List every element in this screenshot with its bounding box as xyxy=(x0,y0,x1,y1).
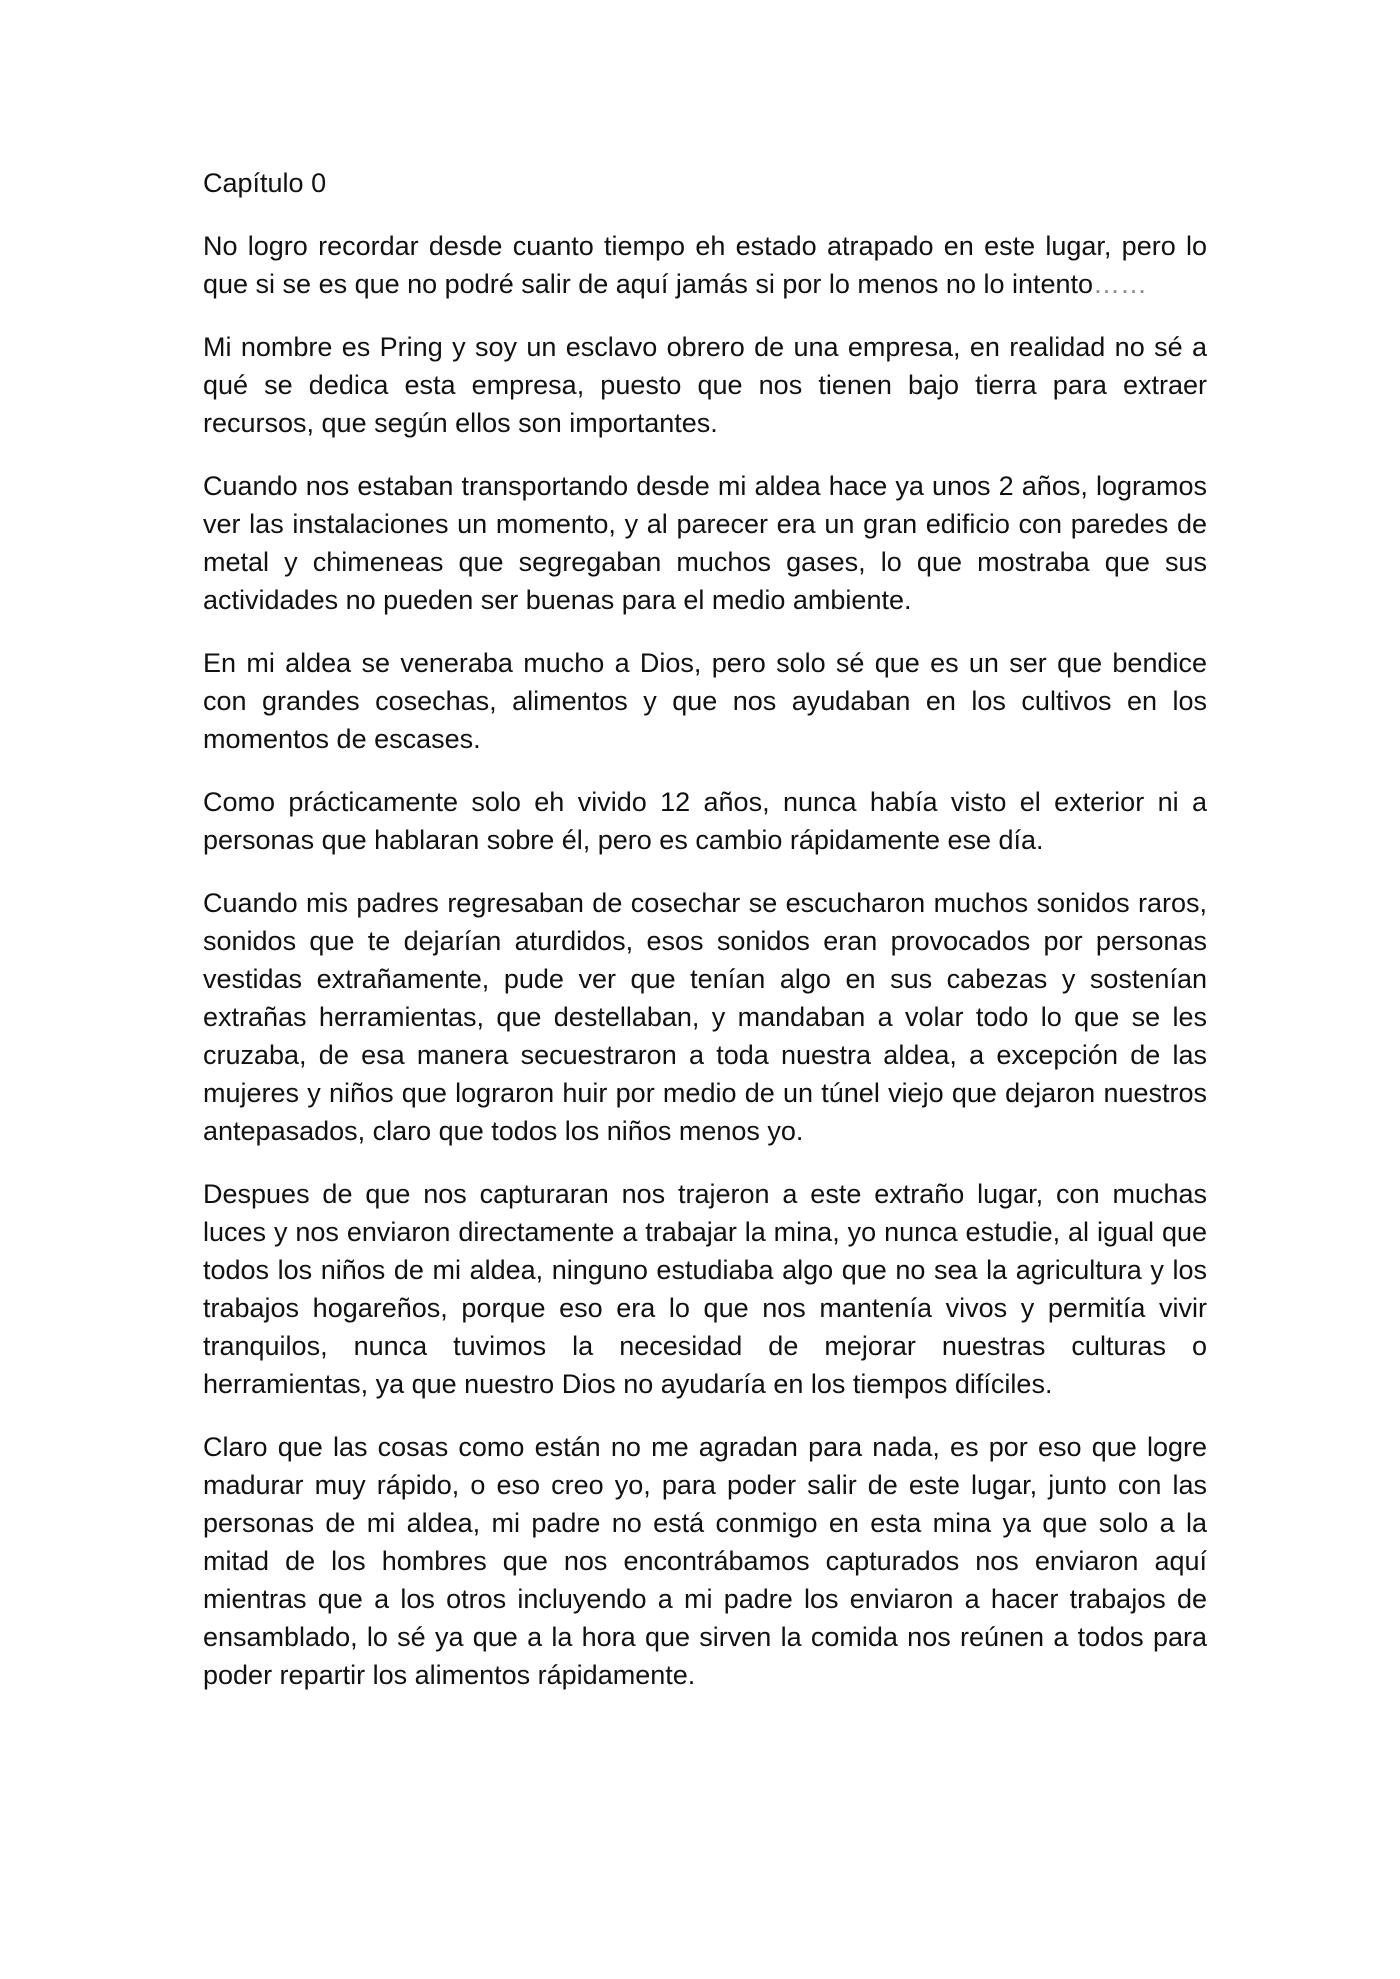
paragraph-6: Cuando mis padres regresaban de cosechar se escucharon muchos sonidos raros, sonidos que te dejarían aturdidos, esos sonidos eran provocados por personas vestidas extrañamente, pude ver que tenían algo en sus cabezas y sostenían extrañas herramientas, que destellaban, y mandaban a volar todo lo que se les cruzaba, de esa manera secuestraron a toda nuestra aldea, a excepción de las mujeres y niños que lograron huir por medio de un túnel viejo que dejaron nuestros antepasados, claro que todos los niños menos yo. xyxy=(203,888,1207,1146)
paragraph-4: En mi aldea se veneraba mucho a Dios, pero solo sé que es un ser que bendice con grandes cosechas, alimentos y que nos ayudaban en los cultivos en los momentos de escases. xyxy=(203,648,1207,754)
paragraph-8: Claro que las cosas como están no me agradan para nada, es por eso que logre madurar muy rápido, o eso creo yo, para poder salir de este lugar, junto con las personas de mi aldea, mi padre no está conmigo en esta mina ya que solo a la mitad de los hombres que nos encontrábamos capturados nos enviaron aquí mientras que a los otros incluyendo a mi padre los enviaron a hacer trabajos de ensamblado, lo sé ya que a la hora que sirven la comida nos reúnen a todos para poder repartir los alimentos rápidamente. xyxy=(203,1432,1207,1690)
chapter-title: Capítulo 0 xyxy=(203,168,327,198)
paragraph-1-text: No logro recordar desde cuanto tiempo eh estado atrapado en este lugar, pero lo que si se es que no podré salir de aquí jamás si por lo menos no lo intento xyxy=(203,231,1207,299)
paragraph-1-ellipsis: …… xyxy=(1093,269,1148,299)
paragraph-2: Mi nombre es Pring y soy un esclavo obrero de una empresa, en realidad no sé a qué se dedica esta empresa, puesto que nos tienen bajo tierra para extraer recursos, que según ellos son importantes. xyxy=(203,332,1207,438)
paragraph-7: Despues de que nos capturaran nos trajeron a este extraño lugar, con muchas luces y nos enviaron directamente a trabajar la mina, yo nunca estudie, al igual que todos los niños de mi aldea, ninguno estudiaba algo que no sea la agricultura y los trabajos hogareños, porque eso era lo que nos mantenía vivos y permitía vivir tranquilos, nunca tuvimos la necesidad de mejorar nuestras culturas o herramientas, ya que nuestro Dios no ayudaría en los tiempos difíciles. xyxy=(203,1179,1207,1399)
paragraph-1 xyxy=(203,227,1207,303)
document-body xyxy=(203,164,1207,1719)
paragraph-3: Cuando nos estaban transportando desde mi aldea hace ya unos 2 años, logramos ver las instalaciones un momento, y al parecer era un gran edificio con paredes de metal y chimeneas que segregaban muchos gases, lo que mostraba que sus actividades no pueden ser buenas para el medio ambiente. xyxy=(203,471,1207,615)
paragraph-5: Como prácticamente solo eh vivido 12 años, nunca había visto el exterior ni a personas que hablaran sobre él, pero es cambio rápidamente ese día. xyxy=(203,787,1207,855)
